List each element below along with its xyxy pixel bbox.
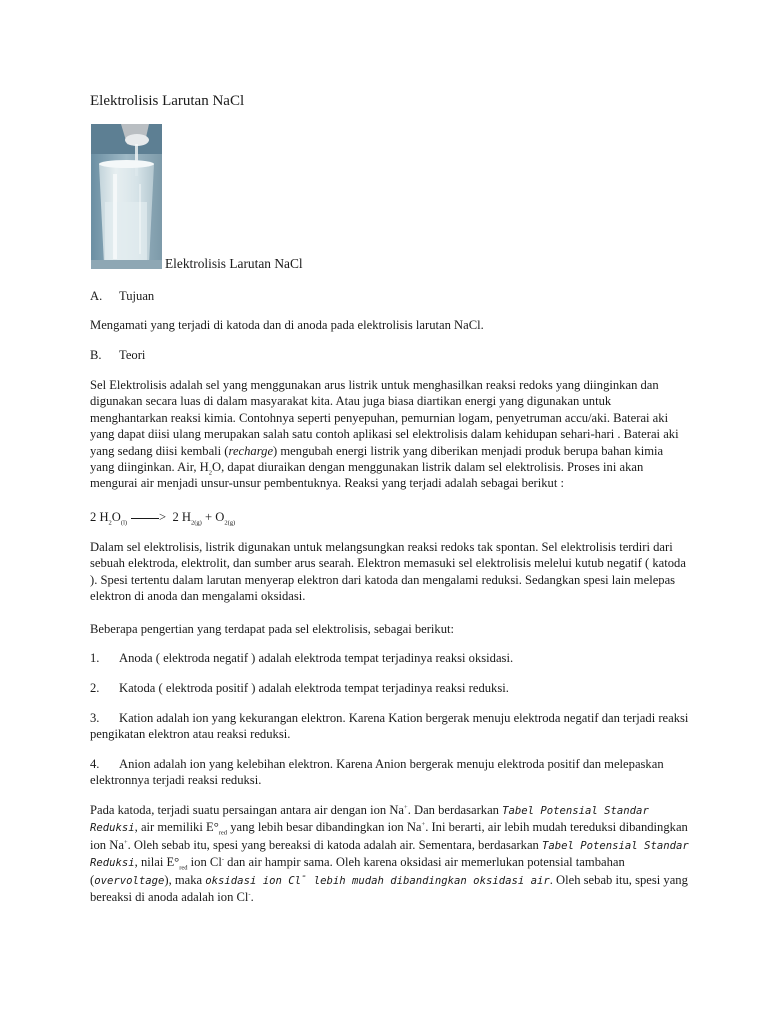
list-item <box>90 680 690 696</box>
subscript: 2(g) <box>224 519 236 527</box>
list-item <box>90 710 690 743</box>
paragraph-part: . Oleh sebab itu, spesi yang bereaksi di anoda adalah ion Cl <box>90 872 688 905</box>
katoda-anoda-paragraph <box>90 802 690 905</box>
paragraph-part: . Ini berarti, air lebih mudah tereduksi dibandingkan ion Na <box>90 820 688 852</box>
list-number: 4. <box>90 757 100 771</box>
section-b-label: Teori <box>119 348 146 362</box>
equation-part: + O <box>205 510 225 524</box>
paragraph-part: . Dan berdasarkan <box>407 803 503 817</box>
subscript: 2(g) <box>191 519 202 527</box>
recharge-term: recharge <box>228 443 274 458</box>
superscript: - <box>248 890 251 898</box>
overvoltage-term: overvoltage <box>94 874 165 887</box>
tujuan-paragraph: Mengamati yang terjadi di katoda dan di anoda pada elektrolisis larutan NaCl. <box>90 318 484 332</box>
tabel-potensial-term: Tabel Potensial Standar Reduksi <box>90 839 689 870</box>
paragraph-part: ), maka <box>164 872 206 887</box>
section-b-heading <box>90 347 690 363</box>
paragraph-part: , air memiliki E° <box>134 820 219 835</box>
teori-paragraph <box>90 377 690 492</box>
superscript: - <box>221 856 224 864</box>
paragraph-part: ion Cl <box>187 855 222 870</box>
list-text: Anion adalah ion yang kelebihan elektron. Karena Anion bergerak menuju elektroda positif dan melepaskan elektronnya terjadi reaksi reduksi. <box>90 757 664 788</box>
paragraph-part: . Oleh sebab itu, spesi yang bereaksi di katoda adalah air. Sementara, berdasarkan <box>127 837 543 852</box>
superscript: - <box>300 869 308 882</box>
document-title: Elektrolisis Larutan NaCl <box>90 93 245 109</box>
subscript: 2 <box>208 469 213 477</box>
section-a-heading <box>90 288 690 304</box>
equation-part: 2 H <box>172 510 191 524</box>
superscript: + <box>123 838 128 846</box>
list-item <box>90 650 690 666</box>
reaction-arrow-line <box>131 518 159 519</box>
list-number: 1. <box>90 651 100 665</box>
list-number: 3. <box>90 711 100 725</box>
paragraph-part: Pada katoda, terjadi suatu persaingan antara air dengan ion Na <box>90 803 405 817</box>
teori-text-part: Sel Elektrolisis adalah sel yang menggunakan arus listrik untuk menghasilkan reaksi redoks yang diinginkan dan digunakan secara luas di dalam masyarakat kita. Atau juga biasa diartikan energi yang digunakan untuk menghantarkan reaksi kimia. Contohnya seperti penyepuhan, pemurnian logam, penyetruman accu/aki. Baterai aki yang dapat diisi ulang merupakan salah satu contoh aplikasi sel elektrolisis dalam kehidupan sehari-hari . Baterai aki yang sedang diisi kembali ( <box>90 378 679 458</box>
subscript: red <box>179 864 188 872</box>
section-a-label: Tujuan <box>119 289 155 303</box>
teori-text-part: O, dapat diuraikan dengan menggunakan listrik dalam sel elektrolisis. Proses ini akan mengurai air menjadi unsur-unsur pembentuknya. Reaksi yang terjadi adalah sebagai berikut : <box>90 460 644 491</box>
oksidasi-term: oksidasi ion Cl <box>205 874 301 887</box>
glass-photo-svg <box>91 124 162 269</box>
list-text: Anoda ( elektroda negatif ) adalah elektroda tempat terjadinya reaksi oksidasi. <box>119 651 514 665</box>
section-a-number: A. <box>90 289 103 303</box>
oksidasi-term: lebih mudah dibandingkan oksidasi air <box>307 874 550 887</box>
glass-of-salt-water-image <box>91 124 162 269</box>
elektrolisis-paragraph: Dalam sel elektrolisis, listrik digunakan untuk melangsungkan reaksi redoks tak spontan. Sel elektrolisis terdiri dari sebuah elektroda, elektrolit, dan sumber arus searah. Elektron memasuki sel elektrolisis melelui kutub negatif ( katoda ). Spesi tertentu dalam larutan menyerap elektron dari katoda dan mengalami reduksi. Sedangkan spesi lain melepas elektron di anoda dan mengalami oksidasi. <box>90 540 686 604</box>
paragraph-part: dan air hampir sama. Oleh karena oksidasi air memerlukan potensial tambahan ( <box>90 855 625 887</box>
reaction-arrow-tip: > <box>159 510 167 524</box>
equation-part: 2 H <box>90 510 109 524</box>
section-b-number: B. <box>90 348 102 362</box>
list-text: Katoda ( elektroda positif ) adalah elektroda tempat terjadinya reaksi reduksi. <box>119 681 509 695</box>
subscript: 2 <box>108 519 112 527</box>
pengertian-intro: Beberapa pengertian yang terdapat pada sel elektrolisis, sebagai berikut: <box>90 622 455 636</box>
paragraph-part: yang lebih besar dibandingkan ion Na <box>227 820 422 835</box>
list-number: 2. <box>90 681 100 695</box>
superscript: + <box>404 803 408 811</box>
list-item <box>90 756 690 789</box>
subscript: red <box>218 829 228 837</box>
electrolysis-equation <box>90 509 690 525</box>
subscript: (l) <box>120 519 128 527</box>
teori-text-part: ) mengubah energi listrik yang diberikan menjadi produk berupa bahan kimia yang diinginkan. Air, H <box>90 443 664 475</box>
list-text: Kation adalah ion yang kekurangan elektron. Karena Kation bergerak menuju elektroda negatif dan terjadi reaksi pengikatan elektron atau reaksi reduksi. <box>90 711 689 742</box>
tabel-potensial-term: Tabel Potensial Standar Reduksi <box>90 805 649 835</box>
paragraph-part: . <box>250 890 254 905</box>
paragraph-part: , nilai E° <box>134 855 180 870</box>
superscript: + <box>421 821 426 829</box>
figure-caption: Elektrolisis Larutan NaCl <box>165 256 303 271</box>
equation-part: O <box>111 510 121 524</box>
